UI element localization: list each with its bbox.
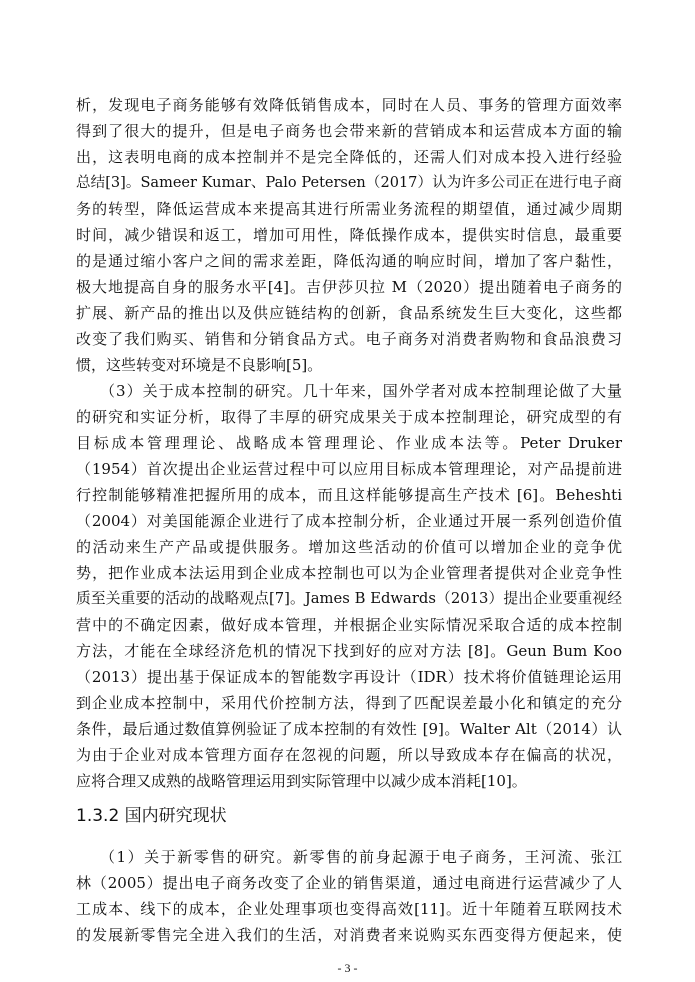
text-line: 的研究和实证分析，取得了丰厚的研究成果关于成本控制理论，研究成型的有 (76, 408, 622, 426)
text-line: 的是通过缩小客户之间的需求差距，降低沟通的响应时间，增加了客户黏性， (76, 252, 622, 270)
text-line: 务的转型，降低运营成本来提高其进行所需业务流程的期望值，通过减少周期 (76, 200, 622, 218)
text-line: （2004）对美国能源企业进行了成本控制分析，企业通过开展一系列创造价值 (76, 512, 622, 530)
text-line: 目标成本管理理论、战略成本管理理论、作业成本法等。Peter Druker (76, 434, 622, 452)
text-line: 方法，才能在全球经济危机的情况下找到好的应对方法 [8]。Geun Bum Koo (76, 642, 622, 660)
text-line: 林（2005）提出电子商务改变了企业的销售渠道，通过电商进行运营减少了人 (76, 874, 622, 892)
text-line: 改变了我们购买、销售和分销食品方式。电子商务对消费者购物和食品浪费习 (76, 330, 622, 348)
text-line: 出，这表明电商的成本控制并不是完全降低的，还需人们对成本投入进行经验 (76, 148, 622, 166)
page-number: - 3 - (337, 961, 358, 975)
text-line: 时间，减少错误和返工，增加可用性，降低操作成本，提供实时信息，最重要 (76, 226, 622, 244)
text-line: （1）关于新零售的研究。新零售的前身起源于电子商务，王河流、张江 (100, 848, 622, 866)
text-line: 条件，最后通过数值算例验证了成本控制的有效性 [9]。Walter Alt（2014）认 (76, 720, 622, 738)
text-line: 行控制能够精准把握所用的成本，而且这样能够提高生产技术 [6]。Beheshti (76, 486, 622, 504)
text-line: 惯，这些转变对环境是不良影响[5]。 (76, 356, 323, 374)
text-line: 总结[3]。Sameer Kumar、Palo Petersen（2017）认为许多公司正在进行电子商 (76, 175, 622, 191)
text-line: （3）关于成本控制的研究。几十年来，国外学者对成本控制理论做了大量 (100, 382, 622, 400)
text-line: 的发展新零售完全进入我们的生活，对消费者来说购买东西变得方便起来，使 (76, 926, 622, 944)
text-line: 扩展、新产品的推出以及供应链结构的创新，食品系统发生巨大变化，这些都 (76, 304, 622, 322)
text-line: 得到了很大的提升，但是电子商务也会带来新的营销成本和运营成本方面的输 (76, 122, 622, 140)
text-line: 营中的不确定因素，做好成本管理，并根据企业实际情况采取合适的成本控制 (76, 616, 622, 634)
text-line: 为由于企业对成本管理方面存在忽视的问题，所以导致成本存在偏高的状况， (76, 746, 622, 764)
text-line: （2013）提出基于保证成本的智能数字再设计（IDR）技术将价值链理论运用 (76, 668, 622, 686)
text-line: （1954）首次提出企业运营过程中可以应用目标成本管理理论，对产品提前进 (76, 460, 622, 478)
section-heading: 1.3.2 国内研究现状 (76, 806, 227, 826)
text-line: 极大地提高自身的服务水平[4]。吉伊莎贝拉 M（2020）提出随着电子商务的 (76, 278, 622, 296)
text-line: 工成本、线下的成本，企业处理事项也变得高效[11]。近十年随着互联网技术 (76, 900, 622, 918)
text-line: 的活动来生产产品或提供服务。增加这些活动的价值可以增加企业的竞争优 (76, 538, 622, 556)
text-line: 到企业成本控制中，采用代价控制方法，得到了匹配误差最小化和镇定的充分 (76, 694, 622, 712)
text-line: 势，把作业成本法运用到企业成本控制也可以为企业管理者提供对企业竞争性 (76, 564, 622, 582)
text-line: 质至关重要的活动的战略观点[7]。James B Edwards（2013）提出企业要重视经 (76, 590, 622, 607)
text-line: 析，发现电子商务能够有效降低销售成本，同时在人员、事务的管理方面效率 (76, 96, 622, 114)
text-line: 应将合理又成熟的战略管理运用到实际管理中以减少成本消耗[10]。 (76, 772, 527, 790)
